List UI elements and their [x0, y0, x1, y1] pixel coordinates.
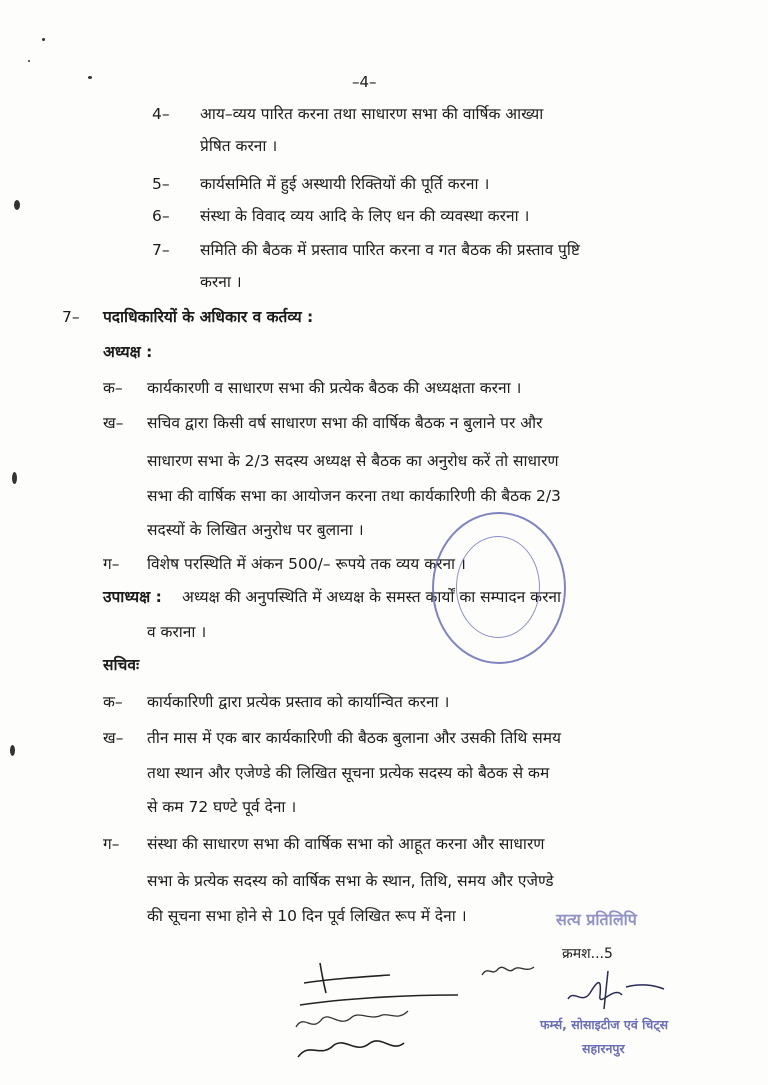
signature-1 — [290, 955, 470, 1065]
scan-speck — [12, 472, 17, 484]
scan-speck — [88, 76, 92, 79]
item-text: संस्था की साधारण सभा की वार्षिक सभा को आहूत करना और साधारण — [147, 835, 545, 853]
continued-marker: क्रमश...5 — [562, 946, 613, 962]
scan-speck — [14, 200, 20, 210]
scan-speck — [42, 38, 45, 41]
seal-inner-ring — [456, 536, 540, 638]
section-number: 7– — [62, 308, 80, 326]
item-number: क– — [103, 693, 123, 711]
vice-president-text: व कराना । — [147, 623, 207, 641]
secretary-heading: सचिवः — [103, 656, 140, 674]
item-text: से कम 72 घण्टे पूर्व देना । — [147, 798, 297, 816]
item-text: सभा की वार्षिक सभा का आयोजन करना तथा कार्यकारिणी की बैठक 2/3 — [147, 487, 561, 505]
scan-speck — [10, 745, 15, 756]
item-text: साधारण सभा के 2/3 सदस्य अध्यक्ष से बैठक का अनुरोध करें तो साधारण — [147, 452, 559, 470]
item-text: तथा स्थान और एजेण्डे की लिखित सूचना प्रत्येक सदस्य को बैठक से कम — [147, 764, 550, 782]
item-text: आय–व्यय पारित करना तथा साधारण सभा की वार्षिक आख्या — [200, 105, 544, 123]
item-text: तीन मास में एक बार कार्यकारिणी की बैठक बुलाना और उसकी तिथि समय — [147, 729, 561, 747]
item-number: 5– — [152, 175, 170, 193]
signature-2 — [478, 955, 538, 985]
item-number: ग– — [103, 835, 120, 853]
item-text: कार्यकारिणी द्वारा प्रत्येक प्रस्ताव को कार्यान्वित करना । — [147, 693, 450, 711]
item-number: ग– — [103, 555, 120, 573]
item-number: 6– — [152, 207, 170, 225]
vice-president-heading: उपाध्यक्ष : — [103, 588, 162, 606]
scan-speck — [28, 60, 30, 62]
item-text: कार्यकारणी व साधारण सभा की प्रत्येक बैठक की अध्यक्षता करना । — [147, 379, 522, 397]
registrar-stamp-line: सहारनपुर — [582, 1041, 625, 1056]
item-number: ख– — [103, 414, 124, 432]
item-text: समिति की बैठक में प्रस्ताव पारित करना व गत बैठक की प्रस्ताव पुष्टि — [200, 241, 580, 259]
registrar-stamp-line: फर्म्स, सोसाइटीज एवं चिट्स — [540, 1017, 669, 1032]
item-text: विशेष परस्थिति में अंकन 500/– रूपये तक व्यय करना । — [147, 555, 466, 573]
round-seal — [432, 512, 566, 664]
true-copy-stamp: सत्य प्रतिलिपि — [556, 910, 637, 929]
vice-president-text: अध्यक्ष की अनुपस्थिति में अध्यक्ष के समस्त कार्यों का सम्पादन करना — [182, 588, 562, 606]
page-number: –4– — [352, 73, 377, 91]
signature-3 — [560, 965, 670, 1015]
item-text: कार्यसमिति में हुई अस्थायी रिक्तियों की पूर्ति करना । — [200, 175, 490, 193]
item-number: 7– — [152, 241, 170, 259]
president-heading: अध्यक्ष : — [103, 343, 153, 361]
item-text: की सूचना सभा होने से 10 दिन पूर्व लिखित रूप में देना । — [147, 907, 467, 925]
item-text: संस्था के विवाद व्यय आदि के लिए धन की व्यवस्था करना । — [200, 207, 530, 225]
item-text: सभा के प्रत्येक सदस्य को वार्षिक सभा के स्थान, तिथि, समय और एजेण्डे — [147, 872, 554, 890]
item-text: सदस्यों के लिखित अनुरोध पर बुलाना । — [147, 521, 364, 539]
item-text: प्रेषित करना । — [200, 137, 278, 155]
item-number: ख– — [103, 729, 124, 747]
item-number: क– — [103, 379, 123, 397]
item-text: सचिव द्वारा किसी वर्ष साधारण सभा की वार्षिक बैठक न बुलाने पर और — [147, 414, 543, 432]
item-text: करना । — [200, 273, 242, 291]
section-title: पदाधिकारियों के अधिकार व कर्तव्य : — [103, 308, 314, 326]
item-number: 4– — [152, 105, 170, 123]
